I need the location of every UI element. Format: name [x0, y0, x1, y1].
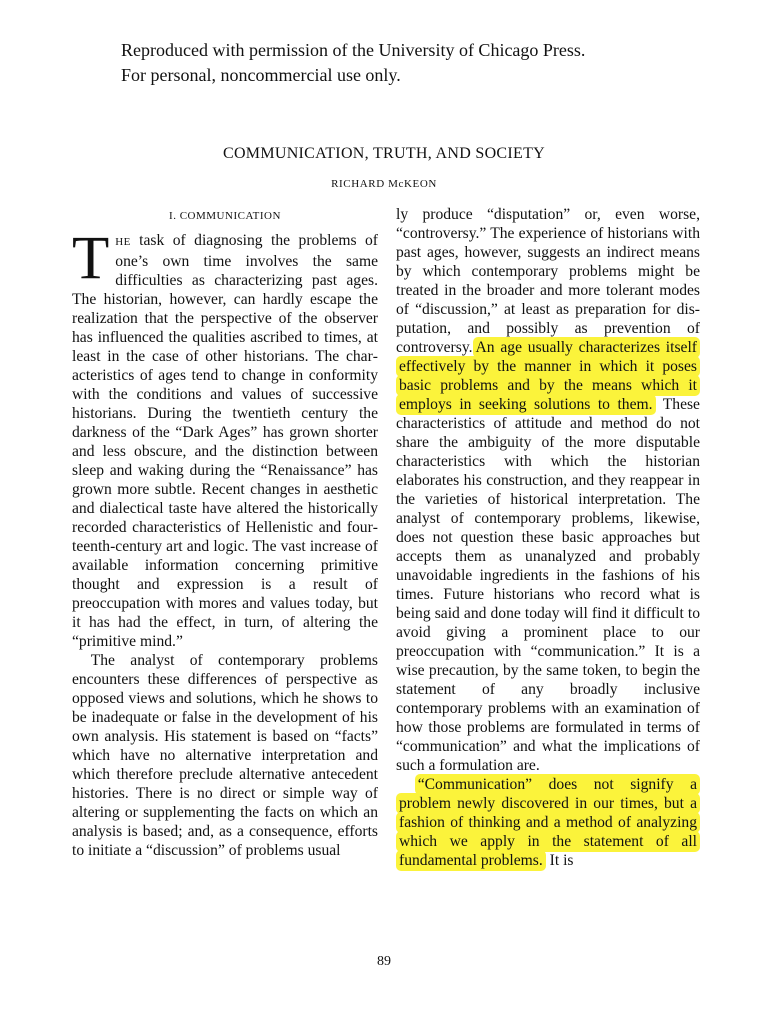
paragraph-1	[72, 225, 378, 651]
permission-line-2: For personal, noncommercial use only.	[121, 65, 401, 85]
paragraph-3-text-after: These characteristics of attitude and method do not share the ambiguity of the more disputable characteristics with which the historian elaborates his construction, and they reappear in the varieties of historical interpretation. The analyst of contemporary problems, likewise, does not question these basic approaches but accepts them as unanalyzed and probably unavoidable ingredients in the fashions of his times. Future historians who record what is being said and done today will find it difficult to avoid giving a prominent place to our preoccupation with “communication.” It is a wise precaution, by the same token, to begin the statement of any broadly inclusive contemporary problems with an examination of how those problems are formulated in terms of “communication” and what the implications of such a formulation are.	[396, 396, 700, 774]
paragraph-4-text-after: It is	[545, 852, 574, 869]
page-number: 89	[377, 954, 391, 969]
paragraph-4	[396, 775, 700, 870]
permission-notice	[121, 38, 585, 88]
paragraph-1-text: task of diagnosing the problems of one’s own time involves the same difficulties as characterizing past ages. The historian, however, can hardly escape the realization that the perspective of the observer has influenced the qualities ascribed to times, at least in the case of other historians. The characteristics of ages tend to change in conformity with the conditions and values of successive historians. During the twentieth century the darkness of the “Dark Ages” has grown shorter and less obscure, and the distinction between sleep and waking during the “Renaissance” has grown more subtle. Recent changes in aesthetic and dialectical taste have altered the historically recorded characteristics of Hellenistic and fourteenth-century art and logic. The vast increase of available information concerning primitive thought and expression is a result of preoccupation with mores and values today, but it has had the effect, in turn, of altering the “primitive mind.”	[72, 232, 378, 650]
highlighted-passage-2[interactable]: “Communication” does not signify a problem newly discovered in our times, but a fashion of thinking and a method of analyzing which we apply in the statement of all fundamental problems.	[396, 774, 700, 871]
paragraph-3-text-before: ly produce “disputation” or, even worse, “controversy.” The experience of historians with past ages, however, suggests an indirect means by which contemporary problems might be treated in the broader and more tolerant modes of “discussion,” at least as preparation for disputation, and possibly as prevention of controversy.	[396, 206, 700, 356]
permission-line-1: Reproduced with permission of the University of Chicago Press.	[121, 40, 586, 60]
right-column	[396, 205, 700, 870]
section-heading: I. COMMUNICATION	[169, 210, 281, 222]
highlighted-passage-1[interactable]: An age usually characterizes itself effectively by the manner in which it poses basic problems and by the means which it employs in seeking solutions to them.	[396, 337, 700, 415]
drop-cap: T	[72, 225, 110, 292]
paragraph-2: The analyst of contemporary problems encounters these differences of perspective as opposed views and solutions, which he shows to be inadequate or false in the development of his own analysis. His statement is based on “facts” which have no alternative interpretation and which therefore preclude alternative antecedent histories. There is no direct or simple way of altering or supplementing the facts on which an analysis is based; and, as a consequence, efforts to initiate a “discussion” of problems usual	[72, 652, 378, 859]
article-author: RICHARD McKEON	[331, 178, 437, 190]
article-title: COMMUNICATION, TRUTH, AND SOCIETY	[222, 145, 546, 162]
paragraph-3	[396, 205, 700, 775]
first-word-small-caps: HE	[115, 236, 131, 248]
left-column	[72, 205, 378, 860]
